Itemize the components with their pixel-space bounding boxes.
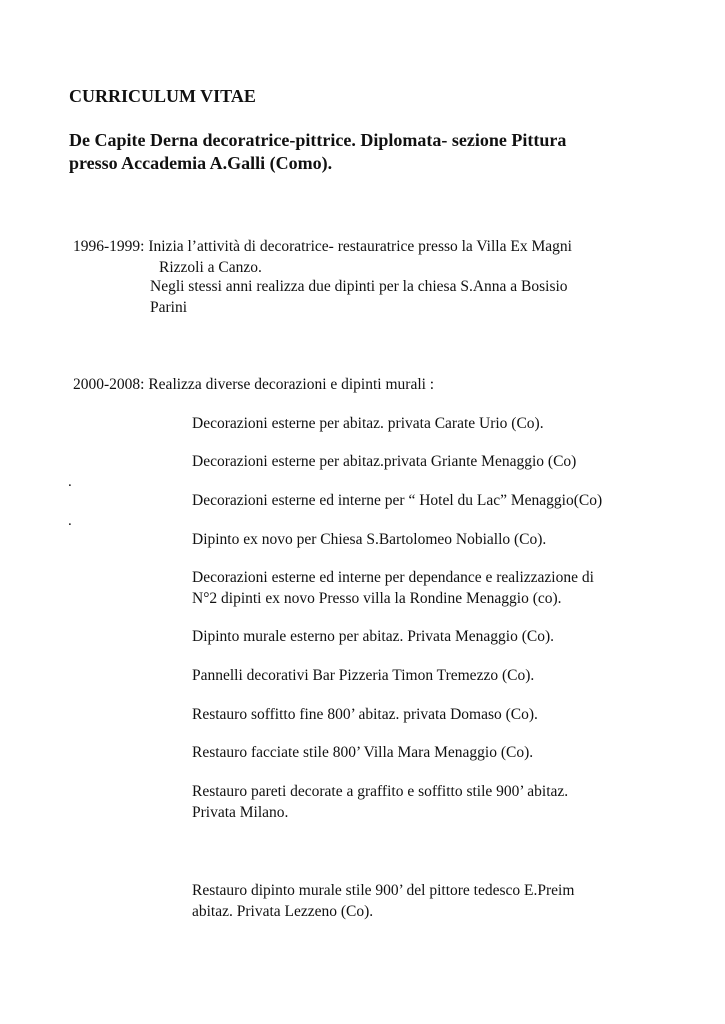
list-item: Decorazioni esterne per abitaz. privata Carate Urio (Co). xyxy=(192,415,544,432)
list-item: Restauro facciate stile 800’ Villa Mara Menaggio (Co). xyxy=(192,744,534,761)
list-item: Decorazioni esterne per abitaz.privata Griante Menaggio (Co) xyxy=(192,453,577,470)
page-title: CURRICULUM VITAE xyxy=(69,86,256,106)
section-1996-line-4: Parini xyxy=(150,299,188,316)
intro-line-1: De Capite Derna decoratrice-pittrice. Diplomata- sezione Pittura xyxy=(69,130,567,150)
list-item: Restauro dipinto murale stile 900’ del pittore tedesco E.Preim xyxy=(192,882,575,899)
section-2000-header: 2000-2008: Realizza diverse decorazioni e dipinti murali : xyxy=(73,376,435,393)
list-item: Decorazioni esterne ed interne per “ Hotel du Lac” Menaggio(Co) xyxy=(192,492,603,509)
list-item: Restauro pareti decorate a graffito e soffitto stile 900’ abitaz. xyxy=(192,783,569,800)
list-item: Restauro soffitto fine 800’ abitaz. privata Domaso (Co). xyxy=(192,706,538,723)
margin-mark: . xyxy=(68,474,72,490)
section-1996-line-1: 1996-1999: Inizia l’attività di decoratrice- restauratrice presso la Villa Ex Magni xyxy=(73,238,572,255)
intro-line-2: presso Accademia A.Galli (Como). xyxy=(69,153,333,173)
list-item: Dipinto murale esterno per abitaz. Privata Menaggio (Co). xyxy=(192,628,554,645)
section-1996-line-3: Negli stessi anni realizza due dipinti per la chiesa S.Anna a Bosisio xyxy=(150,278,568,295)
list-item: Decorazioni esterne ed interne per dependance e realizzazione di xyxy=(192,569,594,586)
list-item-continuation: N°2 dipinti ex novo Presso villa la Rondine Menaggio (co). xyxy=(192,590,562,607)
list-item: Pannelli decorativi Bar Pizzeria Timon Tremezzo (Co). xyxy=(192,667,535,684)
margin-mark: . xyxy=(68,513,72,529)
list-item-continuation: Privata Milano. xyxy=(192,804,289,821)
list-item: Dipinto ex novo per Chiesa S.Bartolomeo Nobiallo (Co). xyxy=(192,531,547,548)
section-1996-line-2: Rizzoli a Canzo. xyxy=(159,259,262,276)
list-item-continuation: abitaz. Privata Lezzeno (Co). xyxy=(192,903,374,920)
